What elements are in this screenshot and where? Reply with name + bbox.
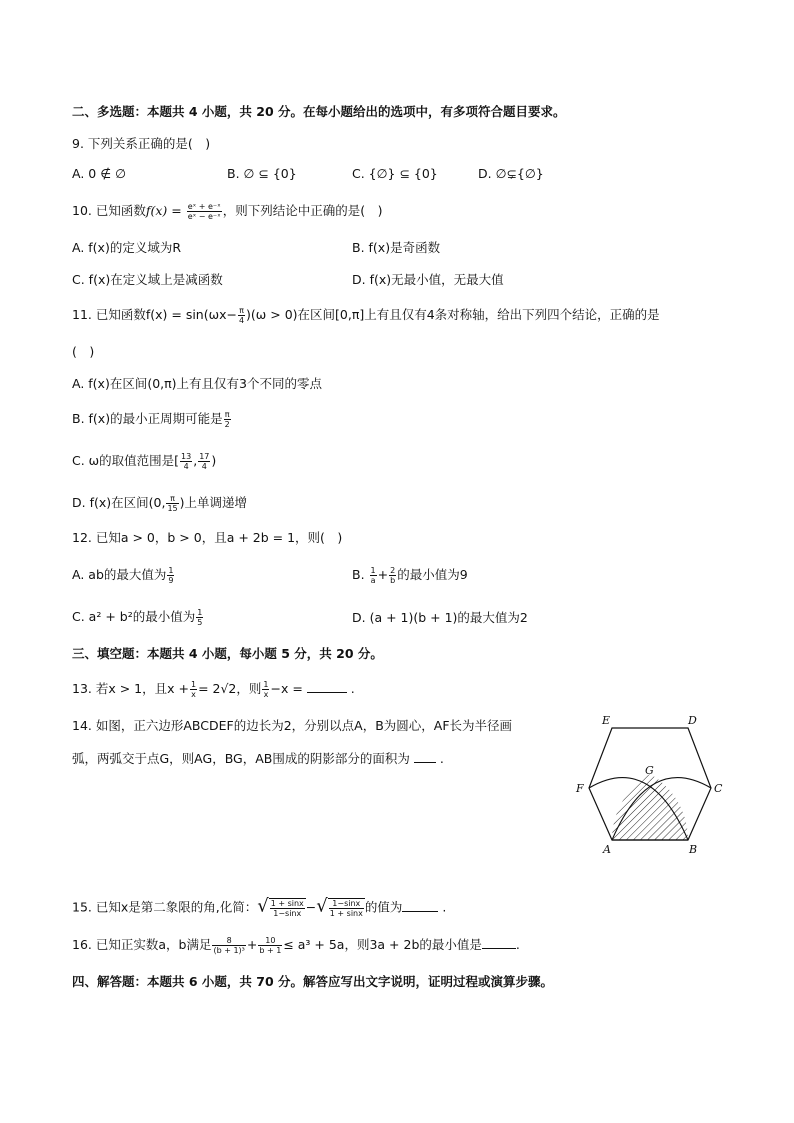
- q16-frac2: [258, 936, 282, 955]
- q14-line2: [72, 750, 444, 767]
- section-2-heading: 二、多选题：本题共 4 小题，共 20 分。在每小题给出的选项中，有多项符合题目要求。: [72, 104, 566, 119]
- q16-stem: [72, 936, 520, 955]
- label-c: C: [714, 782, 723, 795]
- q10-denominator: eˣ − e⁻ˣ: [187, 212, 221, 221]
- q10-prefix: 10. 已知函数: [72, 203, 146, 218]
- section-3-heading: 三、填空题：本题共 4 小题，每小题 5 分，共 20 分。: [72, 646, 383, 661]
- q16-f2-den: b + 1: [259, 946, 282, 955]
- q9-stem: 9. 下列关系正确的是( ): [72, 136, 211, 151]
- q12-option-b: [352, 566, 468, 585]
- q15-stem: [72, 895, 447, 918]
- q10-option-d: D. f(x)无最小值，无最大值: [352, 272, 504, 287]
- q12-c-num: 1: [197, 608, 203, 617]
- q14-line1: 14. 如图，正六边形ABCDEF的边长为2，分别以点A，B为圆心，AF长为半径画: [72, 718, 513, 733]
- q13-prefix: 13. 若x > 1，且x +: [72, 681, 189, 696]
- q12-b-frac2: [389, 566, 396, 585]
- q12-b-n1: 1: [370, 566, 376, 575]
- q12-stem: 12. 已知a > 0，b > 0，且a + 2b = 1，则( ): [72, 530, 343, 545]
- q11-paren: ( ): [72, 344, 95, 359]
- q13-frac1: [190, 680, 197, 699]
- q15-minus: −: [305, 899, 317, 915]
- q12-b-plus: +: [377, 567, 389, 582]
- q11-c-frac2: [198, 452, 210, 471]
- label-d: D: [688, 714, 697, 727]
- q12-option-a: [72, 566, 175, 585]
- q12-c-fraction: [196, 608, 203, 627]
- q9-option-b: B. ∅ ⊆ {0}: [227, 166, 297, 181]
- q11-c-suffix: ): [211, 453, 217, 468]
- q10-stem: [72, 202, 382, 221]
- q12-b-prefix: B.: [352, 567, 369, 582]
- label-a: A: [603, 843, 611, 856]
- q13-answer-blank[interactable]: [307, 680, 347, 693]
- q13-stem: [72, 680, 355, 699]
- q12-a-prefix: A. ab的最大值为: [72, 567, 167, 582]
- q13-suffix: −x =: [270, 681, 303, 696]
- q11-b-fraction: [224, 410, 231, 429]
- q16-frac1: [212, 936, 245, 955]
- q12-a-den: 9: [168, 576, 174, 585]
- q11-c-frac1: [180, 452, 192, 471]
- q12-option-c: [72, 608, 204, 627]
- q12-a-num: 1: [168, 566, 174, 575]
- label-b: B: [689, 843, 698, 856]
- q12-b-d1: a: [370, 576, 376, 585]
- q15-radical-2: √ $\frac{1-\sin x}{1 + \sin x}$: [316, 895, 363, 918]
- q16-f1-num: 8: [212, 936, 245, 946]
- q11-d-den: 15: [167, 504, 178, 513]
- q12-c-prefix: C. a² + b²的最小值为: [72, 609, 196, 624]
- hexagon-figure: [570, 712, 730, 862]
- q11-d-fraction: [166, 494, 178, 513]
- q14-answer-blank[interactable]: [414, 750, 436, 763]
- shaded-region: [612, 774, 688, 840]
- q13-end: .: [350, 681, 355, 696]
- q11-pi-num: π: [239, 306, 244, 315]
- q12-b-n2: 2: [390, 566, 396, 575]
- q16-answer-blank[interactable]: [482, 936, 516, 949]
- q16-plus: +: [246, 937, 258, 952]
- q13-frac2: [262, 680, 269, 699]
- q15-prefix: 15. 已知x是第二象限的角,化简：: [72, 899, 258, 915]
- q12-a-fraction: [167, 566, 174, 585]
- q11-b-num: π: [224, 410, 230, 419]
- q10-fx: f(x) =: [145, 203, 182, 218]
- q13-g-den: x: [263, 690, 269, 699]
- q10-numerator: eˣ + e⁻ˣ: [187, 202, 221, 211]
- q12-b-d2: b: [390, 576, 396, 585]
- q11-pi-den: 4: [238, 316, 245, 325]
- q15-radical-1: √ $\frac{1 + \sin x}{1-\sin x}$: [257, 895, 304, 918]
- q13-middle: = 2√2，则: [198, 681, 262, 696]
- q10-suffix: ，则下列结论中正确的是( ): [222, 203, 383, 218]
- label-g: G: [645, 764, 654, 777]
- q12-b-frac1: [370, 566, 377, 585]
- q11-d-num: π: [166, 494, 178, 504]
- q15-answer-blank[interactable]: [402, 899, 438, 912]
- q12-option-d: D. (a + 1)(b + 1)的最大值为2: [352, 610, 528, 625]
- section-4-heading: 四、解答题：本题共 6 小题，共 70 分。解答应写出文字说明，证明过程或演算步骤。: [72, 974, 554, 989]
- q11-option-d: [72, 494, 247, 513]
- q10-option-a: A. f(x)的定义域为R: [72, 240, 182, 255]
- q11-d-prefix: D. f(x)在区间(0,: [72, 495, 166, 510]
- q11-b-prefix: B. f(x)的最小正周期可能是: [72, 411, 223, 426]
- q16-suffix: ≤ a³ + 5a，则3a + 2b的最小值是: [283, 937, 482, 952]
- q13-g-num: 1: [263, 680, 269, 689]
- q15-r2-num: 1−sinx: [329, 899, 364, 909]
- q11-c-sep: ,: [193, 453, 198, 468]
- q16-f2-num: 10: [258, 936, 282, 946]
- q11-option-c: [72, 452, 216, 471]
- q15-suffix: 的值为: [364, 899, 403, 915]
- q15-end: .: [442, 899, 447, 915]
- q11-c-d2: 4: [201, 462, 207, 471]
- q11-stem: [72, 306, 660, 325]
- q13-f-den: x: [191, 690, 196, 699]
- q11-option-a: A. f(x)在区间(0,π)上有且仅有3个不同的零点: [72, 376, 322, 391]
- q11-c-n1: 13: [181, 452, 192, 461]
- q13-f-num: 1: [190, 680, 197, 689]
- q12-c-den: 5: [197, 618, 203, 627]
- q11-d-suffix: )上单调递增: [179, 495, 248, 510]
- q11-b-den: 2: [224, 420, 230, 429]
- q12-b-suffix: 的最小值为9: [397, 567, 468, 582]
- q9-option-a: A. 0 ∉ ∅: [72, 166, 126, 181]
- q11-option-b: [72, 410, 232, 429]
- q14-end: .: [439, 751, 444, 766]
- q14-line2-text: 弧，两弧交于点G，则AG，BG，AB围成的阴影部分的面积为: [72, 751, 410, 766]
- q10-fraction: [187, 202, 222, 221]
- q16-f1-den: (b + 1)³: [213, 946, 245, 955]
- q10-option-c: C. f(x)在定义域上是减函数: [72, 272, 223, 287]
- q11-c-n2: 17: [199, 452, 210, 461]
- q10-option-b: B. f(x)是奇函数: [352, 240, 441, 255]
- q15-r1-num: 1 + sinx: [270, 899, 304, 908]
- q11-c-d1: 4: [183, 462, 189, 471]
- q9-option-d: D. ∅⊊{∅}: [478, 166, 544, 181]
- q9-option-c: C. {∅} ⊆ {0}: [352, 166, 438, 181]
- q15-r2-den: 1 + sinx: [329, 909, 363, 918]
- q11-suffix: )(ω > 0)在区间[0,π]上有且仅有4条对称轴，给出下列四个结论，正确的是: [246, 307, 660, 322]
- label-e: E: [602, 714, 611, 727]
- label-f: F: [576, 782, 584, 795]
- q11-prefix: 11. 已知函数f(x) = sin(ωx−: [72, 307, 237, 322]
- q15-r1-den: 1−sinx: [273, 909, 302, 918]
- q11-pi-fraction: [238, 306, 245, 325]
- q16-prefix: 16. 已知正实数a，b满足: [72, 937, 212, 952]
- q11-c-prefix: C. ω的取值范围是[: [72, 453, 180, 468]
- q16-end: .: [515, 937, 520, 952]
